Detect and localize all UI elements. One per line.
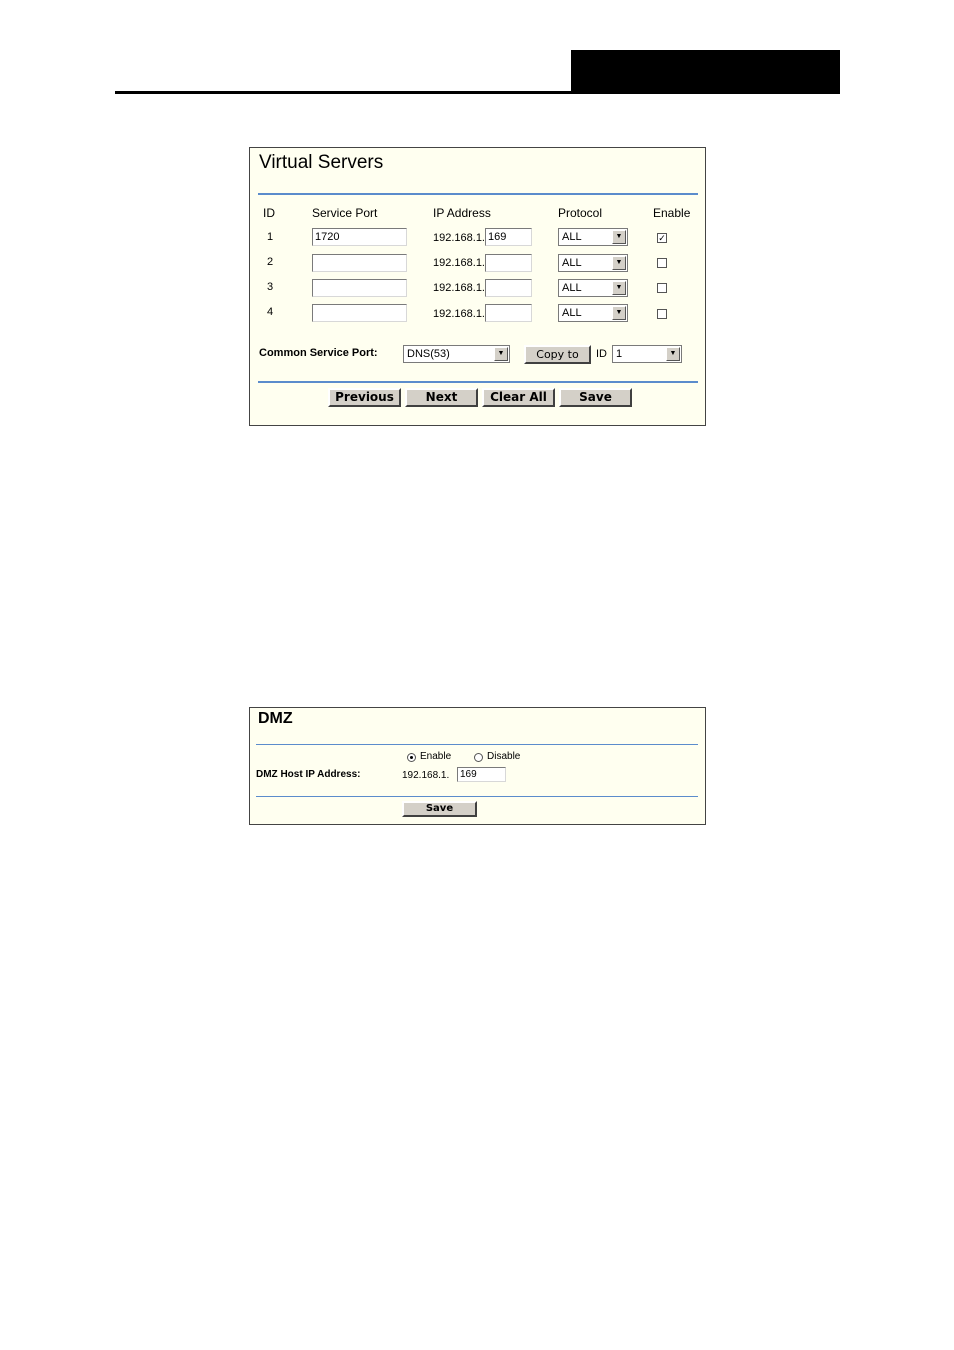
radio-dot (410, 756, 413, 759)
protocol-select[interactable] (558, 279, 628, 297)
column-header-enable: Enable (653, 206, 691, 220)
dmz-title: DMZ (258, 710, 293, 727)
service-port-input[interactable] (312, 254, 407, 272)
common-service-port-value: DNS(53) (407, 348, 450, 360)
dmz-divider-bottom (256, 796, 698, 797)
ip-prefix: 192.168.1. (433, 308, 485, 320)
chevron-down-icon[interactable]: ▼ (612, 230, 626, 244)
next-button[interactable]: Next (405, 388, 478, 407)
check-icon: ✓ (658, 233, 666, 243)
ip-suffix-input[interactable] (485, 279, 532, 297)
chevron-down-icon[interactable]: ▼ (612, 306, 626, 320)
dmz-divider-top (256, 744, 698, 745)
chevron-down-icon[interactable]: ▼ (494, 347, 508, 361)
service-port-input[interactable] (312, 304, 407, 322)
chevron-down-icon[interactable]: ▼ (612, 256, 626, 270)
enable-checkbox[interactable] (657, 258, 667, 268)
dmz-host-ip-label: DMZ Host IP Address: (256, 769, 361, 780)
protocol-value: ALL (562, 282, 582, 294)
dmz-ip-prefix: 192.168.1. (402, 770, 450, 781)
ip-prefix: 192.168.1. (433, 232, 485, 244)
ip-suffix-input[interactable] (485, 254, 532, 272)
previous-button[interactable]: Previous (328, 388, 401, 407)
dmz-panel (249, 707, 706, 825)
protocol-value: ALL (562, 231, 582, 243)
clear-all-button[interactable]: Clear All (482, 388, 555, 407)
service-port-input[interactable]: 1720 (312, 228, 407, 246)
row-id: 2 (267, 256, 274, 268)
id-select[interactable] (612, 345, 682, 363)
save-button[interactable]: Save (559, 388, 632, 407)
column-header-ip-address: IP Address (433, 206, 491, 220)
disable-label: Disable (487, 751, 521, 762)
header-bar (571, 50, 840, 94)
protocol-value: ALL (562, 307, 582, 319)
virtual-servers-panel (249, 147, 706, 426)
id-label: ID (596, 348, 607, 360)
protocol-select[interactable] (558, 304, 628, 322)
row-id: 3 (267, 281, 274, 293)
common-service-port-label: Common Service Port: (259, 347, 378, 359)
column-header-service-port: Service Port (312, 206, 378, 220)
protocol-select[interactable] (558, 228, 628, 246)
common-service-port-select[interactable] (403, 345, 510, 363)
chevron-down-icon[interactable]: ▼ (612, 281, 626, 295)
ip-suffix-input[interactable] (485, 304, 532, 322)
disable-radio[interactable] (474, 753, 483, 762)
enable-checkbox[interactable] (657, 309, 667, 319)
ip-prefix: 192.168.1. (433, 257, 485, 269)
column-header-protocol: Protocol (558, 206, 603, 220)
enable-label: Enable (420, 751, 452, 762)
row-id: 4 (267, 306, 274, 318)
row-id: 1 (267, 231, 274, 243)
enable-checkbox[interactable] (657, 233, 667, 243)
id-value: 1 (616, 348, 623, 360)
header-rule (115, 91, 840, 94)
dmz-ip-suffix-input[interactable]: 169 (457, 767, 506, 782)
enable-checkbox[interactable] (657, 283, 667, 293)
ip-prefix: 192.168.1. (433, 282, 485, 294)
enable-radio[interactable] (407, 753, 416, 762)
column-header-id: ID (263, 206, 275, 220)
ip-suffix-input[interactable]: 169 (485, 228, 532, 246)
dmz-save-button[interactable]: Save (402, 801, 477, 817)
service-port-input[interactable] (312, 279, 407, 297)
copy-to-button[interactable]: Copy to (524, 345, 591, 364)
protocol-value: ALL (562, 257, 582, 269)
divider-bottom (258, 381, 698, 383)
divider-top (258, 193, 698, 195)
protocol-select[interactable] (558, 254, 628, 272)
page-title: Virtual Servers (259, 152, 384, 173)
chevron-down-icon[interactable]: ▼ (666, 347, 680, 361)
